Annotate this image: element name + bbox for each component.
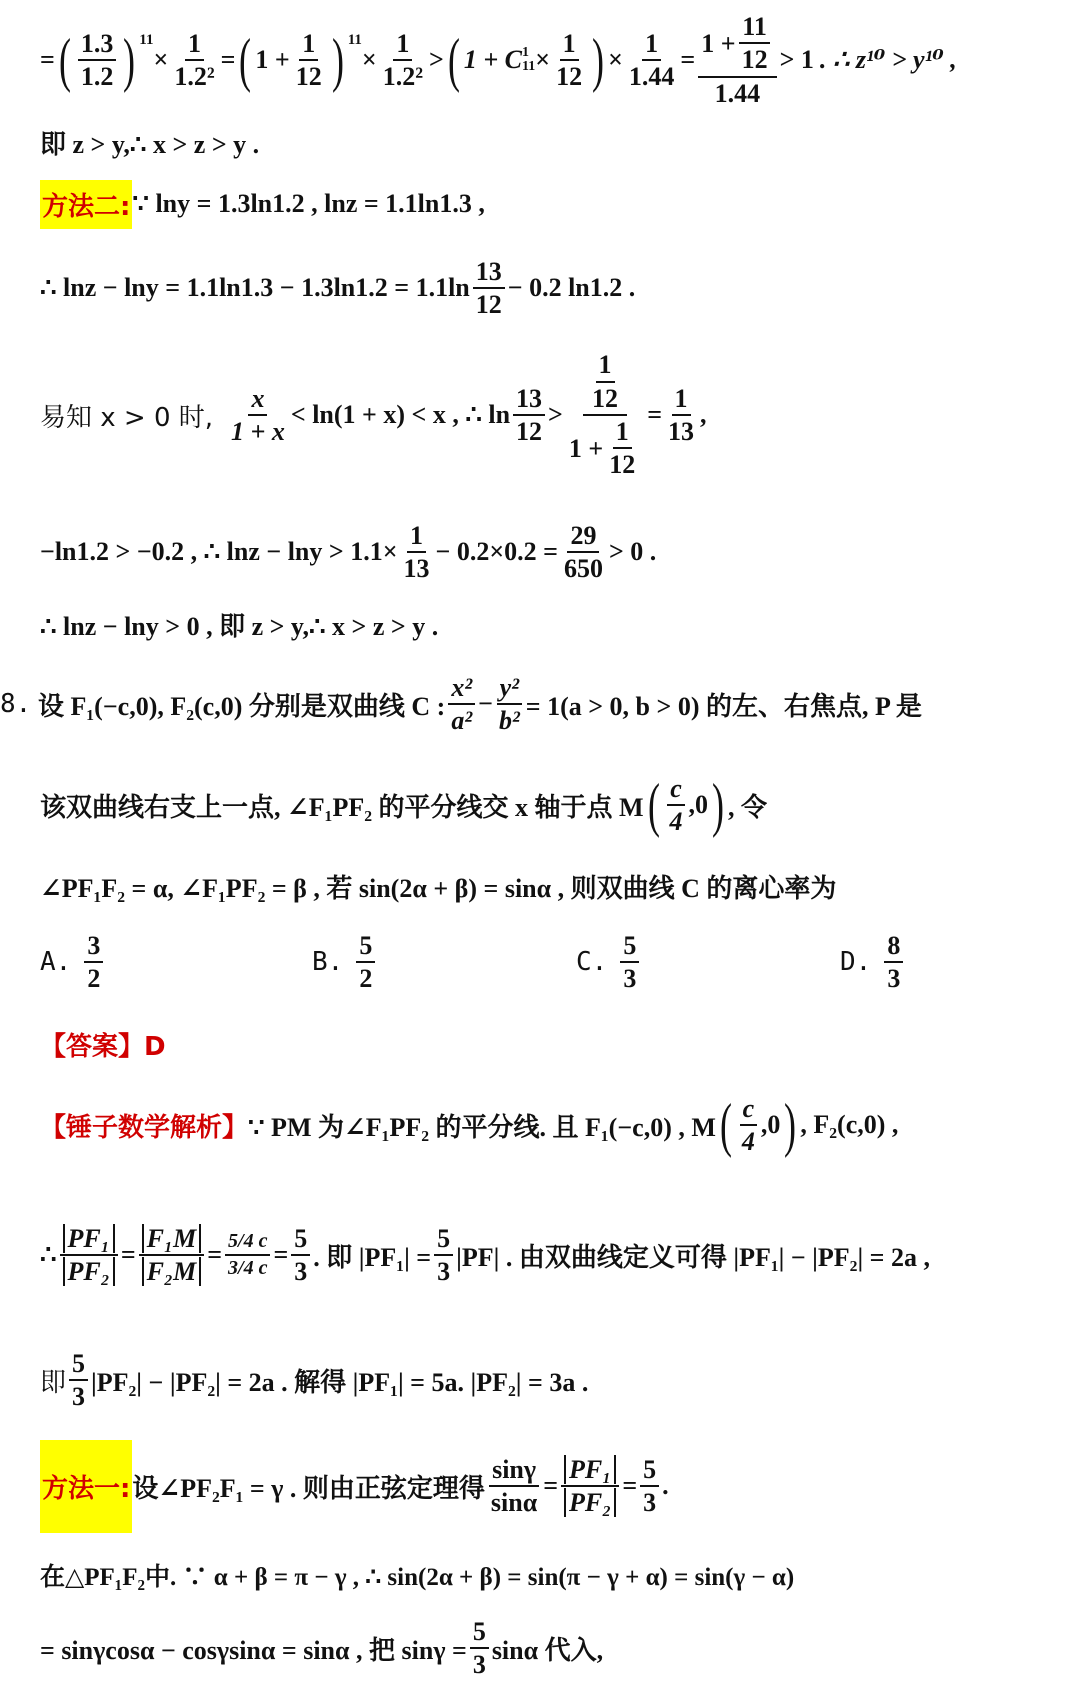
frac-x2-a2: $\frac{\text{x²}}{\text{a²}}$ (448, 674, 475, 735)
frac-5-3-d: $\frac{5}{3}$ (640, 1456, 659, 1517)
frac-x-1px: $\frac{x}{1 + x}$ (231, 383, 285, 446)
frac-5-3-b: $\frac{5}{3}$ (434, 1225, 453, 1286)
frac-pf1-pf2-b: $\frac{\text{PF₁}}{\text{PF₂}}$ (561, 1456, 619, 1517)
analysis-line-3: 即 $\frac{5}{3}$ |PF₂| − |PF₂| = 2a . 解得 |PF₁| = 5a. |PF₂| = 3a . (40, 1348, 589, 1411)
line-7: ∴ lnz − lny > 0 , 即 z > y,∴ x > z > y . (40, 611, 439, 641)
frac-1-1.2sq: $\frac{1}{\text{1.2²}}$ (174, 28, 215, 91)
analysis-line-2: ∴ $\frac{\text{PF₁}}{\text{PF₂}}$ = $\frac{\text{F₁M}}{\text{F₂M}}$ = $\frac{5/4 c}{3/4 c}$ = $\frac{5}{3}$ . 即 |PF₁| = $\frac{5}{3}$ |PF| . 由双曲线定义可得 |PF₁| − |PF₂| = 2a , (40, 1223, 930, 1286)
frac-5-3-c: $\frac{5}{3}$ (69, 1350, 88, 1411)
method1-line-1: 方法一: 设∠PF₂F₁ = γ . 则由正弦定理得 $\frac{\sin\gamma}{\sin\alpha}$ = $\frac{\text{PF₁}}{\text{PF₂}}$ = $\frac{5}{3}$ . (40, 1438, 1060, 1534)
frac-c-4: $\frac{c}{4}$ (667, 775, 686, 836)
option-b[interactable]: B. $\frac{5}{2}$ (312, 932, 378, 993)
method1-line-3: = sinγcosα − cosγsinα = sinα , 把 sinγ = $\frac{5}{3}$ sinα 代入, (40, 1616, 604, 1679)
frac-y2-b2: $\frac{\text{y²}}{\text{b²}}$ (496, 674, 523, 735)
frac-pf1-pf2: $\frac{\text{PF₁}}{\text{PF₂}}$ (60, 1225, 118, 1286)
frac-1.3-1.2: $\frac{1.3}{1.2}$ (78, 30, 117, 91)
eq-sign: = (40, 45, 55, 74)
frac-1-13-b: $\frac{1}{13}$ (403, 520, 430, 583)
q8-line-2: 该双曲线右支上一点, ∠F₁PF₂ 的平分线交 x 轴于点 M ( $\frac{c}{4}$ ,0 ) , 令 (40, 772, 768, 838)
frac-nested: $\frac{1}{12}$ 1 + $\frac{1}{12}$ (568, 350, 636, 480)
frac-29-650: $\frac{29}{650}$ (563, 520, 603, 583)
frac-5-3-e: $\frac{5}{3}$ (470, 1618, 489, 1679)
q8-line-3: ∠PF₁F₂ = α, ∠F₁PF₂ = β , 若 sin(2α + β) = sinα , 则双曲线 C 的离心率为 (40, 873, 837, 903)
method-2-label: 方法二: (40, 180, 132, 229)
frac-13-12-b: $\frac{13}{12}$ (513, 385, 545, 446)
line-4: ∴ lnz − lny = 1.1ln1.3 − 1.3ln1.2 = 1.1ln $\frac{13}{12}$ − 0.2 ln1.2 . (40, 256, 636, 319)
q8-line-1: 8. 设 F₁(−c,0), F₂(c,0) 分别是双曲线 C : $\frac{\text{x²}}{\text{a²}}$ − $\frac{\text{y²}}{\text{b²}}$ = 1(a > 0, b > 0) 的左、右焦点, P 是 (0, 672, 922, 735)
line-2: 即 z > y,∴ x > z > y . (40, 129, 260, 159)
line-1: = ( $\frac{1.3}{1.2}$ ) 11 × $\frac{1}{\text{1.2²}}$ = ( 1 + $\frac{1}{12}$ ) 11 × $\frac{1}{\text{1.2²}}$ > ( 1 + C 1 11 × $\frac{1}{12}$ ) × $\frac{1}{1.44}$ = 1 + $\frac{11}{12}$ 1.44 > 1 . ∴ z¹⁰ > y¹⁰ , (40, 12, 957, 108)
frac-sin: $\frac{\sin\gamma}{\sin\alpha}$ (490, 1454, 538, 1517)
answer-label: 【答案】D (40, 1031, 166, 1062)
option-a[interactable]: A. $\frac{3}{2}$ (40, 932, 106, 993)
option-c[interactable]: C. $\frac{5}{3}$ (576, 932, 642, 993)
frac-1-13: $\frac{1}{13}$ (668, 383, 695, 446)
analysis-label: 【锤子数学解析】 (40, 1112, 249, 1143)
line-3-method2: 方法二: ∵ lny = 1.3ln1.2 , lnz = 1.1ln1.3 , (40, 180, 1060, 228)
frac-1-1.2sq-b: $\frac{1}{\text{1.2²}}$ (382, 28, 424, 91)
frac-1-12: $\frac{1}{12}$ (295, 28, 322, 91)
frac-1-12-b: $\frac{1}{12}$ (556, 28, 583, 91)
frac-1-1.44: $\frac{1}{1.44}$ (628, 28, 675, 91)
frac-13-12: $\frac{13}{12}$ (473, 258, 505, 319)
frac-c-4-b: $\frac{c}{4}$ (739, 1095, 758, 1156)
frac-f1m-f2m: $\frac{\text{F₁M}}{\text{F₂M}}$ (139, 1225, 205, 1286)
line-5: 易知 x > 0 时, $\frac{x}{1 + x}$ < ln(1 + x) < x , ∴ ln $\frac{13}{12}$ > $\frac{1}{12}$ 1 + $\frac{1}{12}$ = $\frac{1}{13}$ , (40, 350, 707, 480)
answer-line (40, 1024, 1060, 1064)
analysis-line-1: 【锤子数学解析】 ∵ PM 为∠F₁PF₂ 的平分线. 且 F₁(−c,0) , M ( $\frac{c}{4}$ ,0 ) , F₂(c,0) , (40, 1092, 899, 1158)
frac-5-3: $\frac{5}{3}$ (291, 1225, 310, 1286)
frac-5c4-3c4: $\frac{5/4 c}{3/4 c}$ (225, 1231, 270, 1279)
method-1-label: 方法一: (40, 1440, 132, 1533)
method1-line-2: 在△PF₁F₂中. ∵ α + β = π − γ , ∴ sin(2α + β) = sin(π − γ + α) = sin(γ − α) (40, 1564, 795, 1591)
line-6: −ln1.2 > −0.2 , ∴ lnz − lny > 1.1× $\frac{1}{13}$ − 0.2×0.2 = $\frac{29}{650}$ > 0 . (40, 520, 657, 583)
option-d[interactable]: D. $\frac{8}{3}$ (840, 932, 906, 993)
frac-compound: 1 + $\frac{11}{12}$ 1.44 (698, 13, 776, 107)
